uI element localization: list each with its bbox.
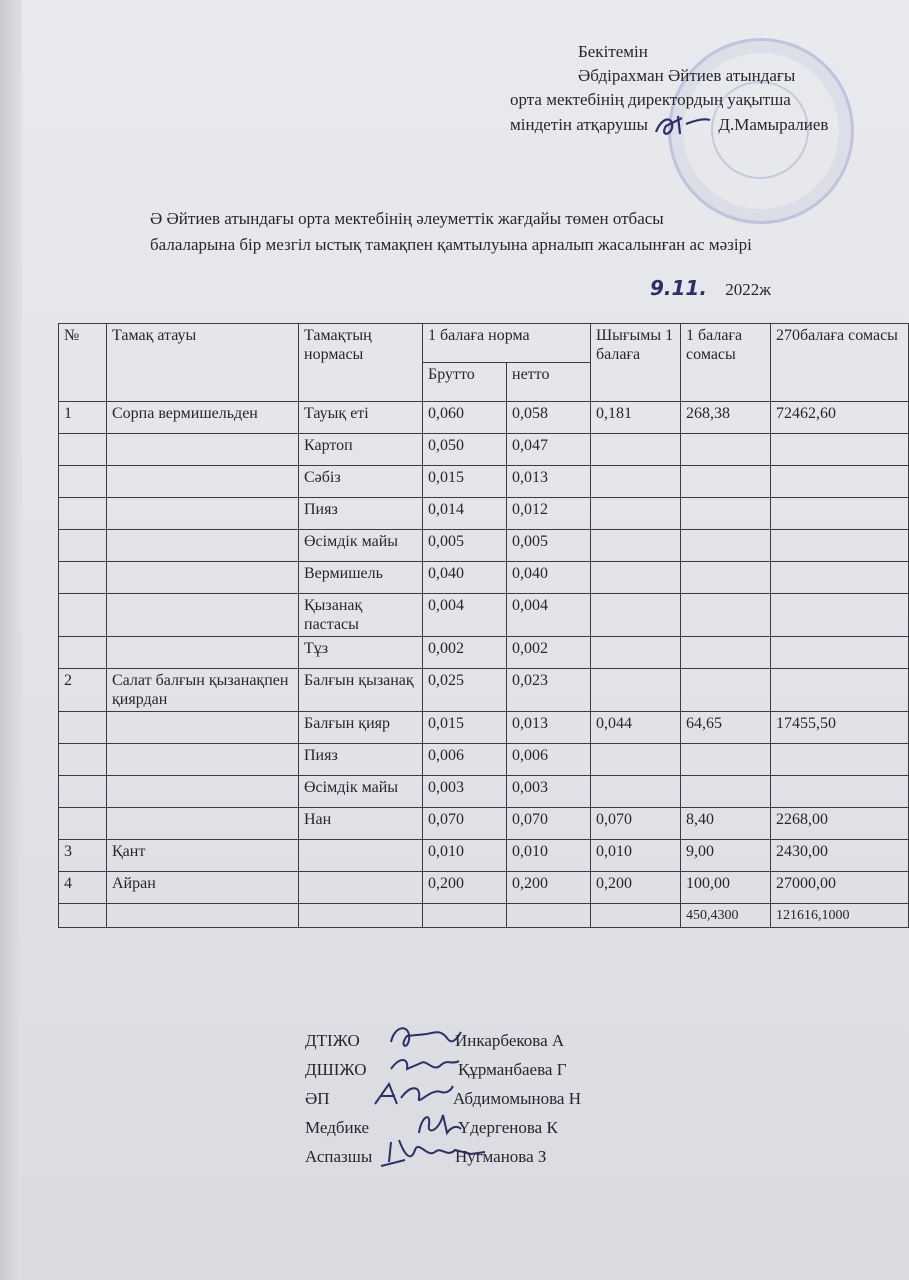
cell-net: 0,006	[507, 744, 591, 776]
cell-sum1: 9,00	[681, 840, 771, 872]
table-row	[59, 808, 909, 840]
cell-product: Балғын қияр	[299, 712, 423, 744]
cell-output	[591, 562, 681, 594]
cell-output: 0,200	[591, 872, 681, 904]
cell-output	[591, 669, 681, 712]
signature-row	[305, 1084, 581, 1113]
cell-gross: 0,010	[423, 840, 507, 872]
cell-output: 0,044	[591, 712, 681, 744]
cell-sum270	[771, 594, 909, 637]
signature-name: Инкарбекова А	[455, 1031, 565, 1050]
cell-sum270: 17455,50	[771, 712, 909, 744]
cell-num: 1	[59, 402, 107, 434]
cell-net: 0,002	[507, 637, 591, 669]
cell-sum1: 8,40	[681, 808, 771, 840]
signature-name: Құрманбаева Г	[458, 1060, 567, 1079]
handwritten-signature	[387, 1051, 461, 1081]
cell-gross: 0,040	[423, 562, 507, 594]
cell-gross: 0,003	[423, 776, 507, 808]
table-row	[59, 712, 909, 744]
cell-gross: 0,200	[423, 872, 507, 904]
cell-sum270	[771, 466, 909, 498]
cell-dish-name: Салат балғын қызанақпен қиярдан	[107, 669, 299, 712]
signature-role: Аспазшы	[305, 1147, 373, 1166]
table-row	[59, 434, 909, 466]
signature-name: Нугманова З	[455, 1147, 547, 1166]
cell-gross: 0,025	[423, 669, 507, 712]
total-empty-cell	[59, 904, 107, 928]
cell-output: 0,010	[591, 840, 681, 872]
table-row	[59, 840, 909, 872]
cell-dish-name	[107, 530, 299, 562]
cell-num	[59, 808, 107, 840]
header-sum270: 270балаға сомасы	[771, 324, 909, 402]
cell-product: Вермишель	[299, 562, 423, 594]
director-signature	[652, 112, 714, 140]
cell-dish-name	[107, 776, 299, 808]
cell-gross: 0,005	[423, 530, 507, 562]
cell-sum270	[771, 530, 909, 562]
cell-product: Нан	[299, 808, 423, 840]
table-row	[59, 744, 909, 776]
cell-sum270	[771, 776, 909, 808]
cell-output	[591, 466, 681, 498]
document-heading	[150, 206, 752, 258]
cell-num: 4	[59, 872, 107, 904]
cell-sum270: 27000,00	[771, 872, 909, 904]
cell-net: 0,005	[507, 530, 591, 562]
cell-net: 0,013	[507, 466, 591, 498]
heading-line-1: Ә Әйтиев атындағы орта мектебінің әлеуметтік жағдайы төмен отбасы	[150, 209, 664, 228]
cell-sum1	[681, 637, 771, 669]
cell-num	[59, 594, 107, 637]
cell-sum1	[681, 744, 771, 776]
cell-product: Тұз	[299, 637, 423, 669]
signature-role: ДШІЖО	[305, 1060, 367, 1079]
table-header-row	[59, 324, 909, 363]
signature-role: ӘП	[305, 1089, 330, 1108]
cell-num: 2	[59, 669, 107, 712]
signatures-block	[305, 1026, 581, 1171]
total-empty-cell	[299, 904, 423, 928]
cell-product: Тауық еті	[299, 402, 423, 434]
cell-num	[59, 562, 107, 594]
cell-gross: 0,004	[423, 594, 507, 637]
cell-output	[591, 434, 681, 466]
cell-product: Пияз	[299, 744, 423, 776]
header-norm: Тамақтың нормасы	[299, 324, 423, 402]
cell-num	[59, 744, 107, 776]
approval-school: Әбдірахман Әйтиев атындағы	[578, 66, 796, 85]
signature-row	[305, 1055, 567, 1084]
cell-product: Өсімдік майы	[299, 530, 423, 562]
signature-name: Абдимомынова Н	[453, 1089, 581, 1108]
cell-num	[59, 498, 107, 530]
cell-sum1	[681, 562, 771, 594]
cell-sum1: 100,00	[681, 872, 771, 904]
table-row	[59, 872, 909, 904]
table-row	[59, 466, 909, 498]
cell-net: 0,023	[507, 669, 591, 712]
cell-output	[591, 530, 681, 562]
cell-sum270	[771, 637, 909, 669]
cell-dish-name	[107, 808, 299, 840]
approval-role: міндетін атқарушы	[510, 114, 648, 134]
cell-sum1	[681, 530, 771, 562]
total-empty-cell	[107, 904, 299, 928]
table-total-row	[59, 904, 909, 928]
cell-num	[59, 776, 107, 808]
table-row	[59, 498, 909, 530]
cell-gross: 0,002	[423, 637, 507, 669]
cell-product	[299, 840, 423, 872]
cell-sum1: 64,65	[681, 712, 771, 744]
cell-gross: 0,060	[423, 402, 507, 434]
cell-sum1	[681, 498, 771, 530]
cell-sum1	[681, 466, 771, 498]
cell-net: 0,058	[507, 402, 591, 434]
cell-gross: 0,070	[423, 808, 507, 840]
cell-output	[591, 744, 681, 776]
total-sum1: 450,4300	[681, 904, 771, 928]
page-edge-shadow	[0, 0, 22, 1280]
cell-gross: 0,014	[423, 498, 507, 530]
table-row	[59, 562, 909, 594]
cell-net: 0,013	[507, 712, 591, 744]
table-row	[59, 530, 909, 562]
cell-net: 0,047	[507, 434, 591, 466]
cell-num	[59, 434, 107, 466]
cell-net: 0,040	[507, 562, 591, 594]
cell-gross: 0,015	[423, 466, 507, 498]
cell-sum1	[681, 669, 771, 712]
total-empty-cell	[507, 904, 591, 928]
signature-role: Медбике	[305, 1118, 369, 1137]
table-row	[59, 594, 909, 637]
cell-gross: 0,015	[423, 712, 507, 744]
total-sum270: 121616,1000	[771, 904, 909, 928]
signature-row	[305, 1113, 558, 1142]
cell-product: Өсімдік майы	[299, 776, 423, 808]
cell-sum270	[771, 498, 909, 530]
cell-sum270: 2268,00	[771, 808, 909, 840]
header-net: нетто	[507, 363, 591, 402]
total-empty-cell	[423, 904, 507, 928]
cell-net: 0,012	[507, 498, 591, 530]
cell-num	[59, 712, 107, 744]
cell-sum1	[681, 776, 771, 808]
cell-gross: 0,050	[423, 434, 507, 466]
approval-block	[510, 40, 828, 140]
header-num: №	[59, 324, 107, 402]
cell-dish-name	[107, 594, 299, 637]
cell-net: 0,004	[507, 594, 591, 637]
signature-row	[305, 1026, 565, 1055]
table-row	[59, 402, 909, 434]
cell-dish-name: Айран	[107, 872, 299, 904]
cell-sum270	[771, 434, 909, 466]
cell-sum1	[681, 434, 771, 466]
signature-name: Үдергенова К	[458, 1118, 558, 1137]
cell-num: 3	[59, 840, 107, 872]
cell-net: 0,010	[507, 840, 591, 872]
cell-sum270	[771, 669, 909, 712]
table-row	[59, 776, 909, 808]
header-per-child: 1 балаға норма	[423, 324, 591, 363]
cell-product: Қызанақ пастасы	[299, 594, 423, 637]
cell-net: 0,200	[507, 872, 591, 904]
cell-output	[591, 637, 681, 669]
cell-output	[591, 776, 681, 808]
cell-sum1: 268,38	[681, 402, 771, 434]
cell-output	[591, 498, 681, 530]
cell-dish-name	[107, 712, 299, 744]
table-row	[59, 637, 909, 669]
cell-dish-name	[107, 434, 299, 466]
cell-sum270	[771, 744, 909, 776]
cell-dish-name	[107, 637, 299, 669]
cell-dish-name	[107, 562, 299, 594]
cell-product: Сәбіз	[299, 466, 423, 498]
menu-table	[58, 323, 909, 928]
cell-product: Пияз	[299, 498, 423, 530]
cell-output	[591, 594, 681, 637]
approval-title: Бекітемін	[578, 42, 648, 61]
cell-dish-name: Қант	[107, 840, 299, 872]
approval-signer-line	[510, 112, 828, 140]
heading-line-2: балаларына бір мезгіл ыстық тамақпен қамтылуына арналып жасалынған ас мәзірі	[150, 235, 752, 254]
cell-gross: 0,006	[423, 744, 507, 776]
approval-signer-name: Д.Мамыралиев	[718, 114, 829, 134]
date-handwritten: 9.11.	[650, 276, 707, 300]
cell-num	[59, 530, 107, 562]
cell-net: 0,003	[507, 776, 591, 808]
cell-sum270: 2430,00	[771, 840, 909, 872]
handwritten-signature	[385, 1020, 465, 1054]
total-empty-cell	[591, 904, 681, 928]
table-row	[59, 669, 909, 712]
header-output: Шығымы 1 балаға	[591, 324, 681, 402]
document-date	[650, 276, 771, 300]
cell-product	[299, 872, 423, 904]
cell-output: 0,070	[591, 808, 681, 840]
cell-dish-name	[107, 466, 299, 498]
cell-dish-name	[107, 744, 299, 776]
header-name: Тамақ атауы	[107, 324, 299, 402]
signature-row	[305, 1142, 547, 1171]
signature-role: ДТІЖО	[305, 1031, 360, 1050]
cell-product: Балғын қызанақ	[299, 669, 423, 712]
cell-sum1	[681, 594, 771, 637]
cell-num	[59, 637, 107, 669]
cell-output: 0,181	[591, 402, 681, 434]
header-gross: Брутто	[423, 363, 507, 402]
header-sum1: 1 балаға сомасы	[681, 324, 771, 402]
cell-product: Картоп	[299, 434, 423, 466]
cell-dish-name: Сорпа вермишельден	[107, 402, 299, 434]
cell-sum270: 72462,60	[771, 402, 909, 434]
cell-dish-name	[107, 498, 299, 530]
cell-num	[59, 466, 107, 498]
date-year: 2022ж	[725, 280, 771, 299]
approval-position: орта мектебінің директордың уақытша	[510, 90, 791, 109]
cell-net: 0,070	[507, 808, 591, 840]
cell-sum270	[771, 562, 909, 594]
